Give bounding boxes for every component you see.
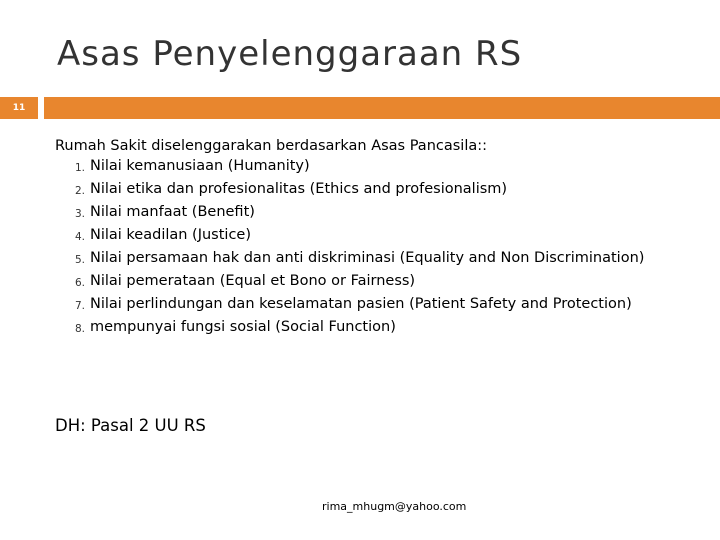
- list-item: [55, 203, 655, 224]
- slide-number: 11: [0, 97, 38, 119]
- list-item-number: 6.: [74, 277, 85, 289]
- list-item-text: Nilai manfaat (Benefit): [90, 204, 255, 220]
- list-item-text: Nilai etika dan profesionalitas (Ethics and profesionalism): [90, 181, 508, 197]
- list-item-number: 7.: [74, 300, 85, 312]
- list-item-text: Nilai pemerataan (Equal et Bono or Fairness): [90, 273, 416, 289]
- list-item-text: Nilai kemanusiaan (Humanity): [90, 158, 310, 174]
- intro-text: Rumah Sakit diselenggarakan berdasarkan Asas Pancasila::: [55, 138, 488, 154]
- slide-title: Asas Penyelenggaraan RS: [57, 34, 523, 74]
- reference-note: DH: Pasal 2 UU RS: [55, 416, 206, 435]
- list-item: [55, 249, 655, 270]
- list-item-number: 8.: [74, 323, 85, 335]
- list-item: [55, 272, 655, 293]
- list-item: [55, 157, 655, 178]
- list-item-number: 4.: [74, 231, 85, 243]
- list-item-text: Nilai persamaan hak dan anti diskriminasi (Equality and Non Discrimination): [90, 250, 645, 266]
- list-item-text: mempunyai fungsi sosial (Social Function): [90, 319, 396, 335]
- list-item-text: Nilai keadilan (Justice): [90, 227, 252, 243]
- list-item-text: Nilai perlindungan dan keselamatan pasien (Patient Safety and Protection): [90, 296, 632, 312]
- footer-email: rima_mhugm@yahoo.com: [322, 500, 467, 513]
- list-item: [55, 295, 655, 316]
- principles-list: [55, 157, 655, 339]
- slide-body: [55, 136, 655, 341]
- list-item: [55, 318, 655, 339]
- list-item-number: 5.: [74, 254, 85, 266]
- title-rule: [44, 97, 720, 119]
- list-item-number: 3.: [74, 208, 85, 220]
- list-item-number: 1.: [74, 162, 85, 174]
- list-item-number: 2.: [74, 185, 85, 197]
- list-item: [55, 226, 655, 247]
- list-item: [55, 180, 655, 201]
